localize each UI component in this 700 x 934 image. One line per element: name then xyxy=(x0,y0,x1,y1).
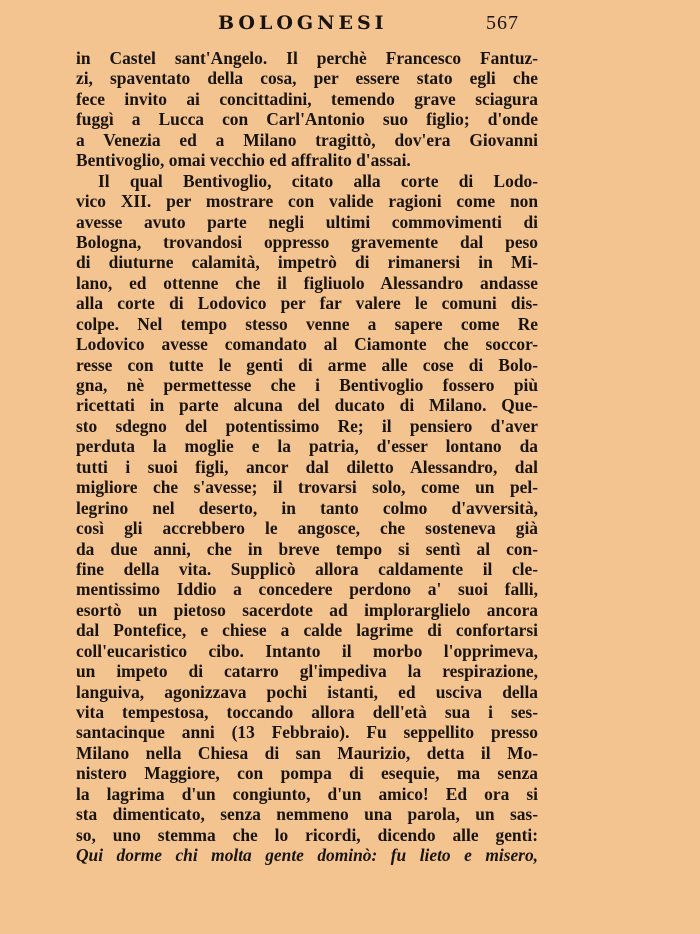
body-text xyxy=(76,48,538,866)
text-line: di diuturne calamità, impetrò di rimanersi in Mi- xyxy=(76,252,538,273)
text-line: nistero Maggiore, con pompa di esequie, ma senza xyxy=(76,763,538,784)
text-line: vico XII. per mostrare con valide ragioni come non xyxy=(76,191,538,212)
text-line: esortò un pietoso sacerdote ad implorarglielo ancora xyxy=(76,599,538,620)
text-line: coll'eucaristico cibo. Intanto il morbo l'opprimeva, xyxy=(76,640,538,661)
text-line: languiva, agonizzava pochi istanti, ed usciva della xyxy=(76,681,538,702)
text-line: fuggì a Lucca con Carl'Antonio suo figlio; d'onde xyxy=(76,109,538,130)
text-line: zi, spaventato della cosa, per essere stato egli che xyxy=(76,68,538,89)
text-line: Bentivoglio, omai vecchio ed affralito d'assai. xyxy=(76,150,411,171)
text-line: santacinque anni (13 Febbraio). Fu seppellito presso xyxy=(76,722,538,743)
page-header xyxy=(0,10,700,38)
text-line: legrino nel deserto, in tanto colmo d'avversità, xyxy=(76,497,538,518)
text-line: la lagrima d'un congiunto, d'un amico! Ed ora si xyxy=(76,783,538,804)
text-line: fece invito ai concittadini, temendo grave sciagura xyxy=(76,88,538,109)
text-line: Bologna, trovandosi oppresso gravemente dal peso xyxy=(76,231,538,252)
text-line: un impeto di catarro gl'impediva la respirazione, xyxy=(76,661,538,682)
text-line: vita tempestosa, toccando allora dell'età sua i ses- xyxy=(76,702,538,722)
text-line: migliore che s'avesse; il trovarsi solo, come un pel- xyxy=(76,477,538,498)
text-line: alla corte di Lodovico per far valere le comuni dis- xyxy=(76,293,538,314)
text-line: dal Pontefice, e chiese a calde lagrime di confortarsi xyxy=(76,620,538,641)
text-line: ricettati in parte alcuna del ducato di Milano. Que- xyxy=(76,395,538,416)
text-line: fine della vita. Supplicò allora caldamente il cle- xyxy=(76,558,538,579)
text-line: perduta la moglie e la patria, d'esser lontano da xyxy=(76,436,538,457)
text-line: così gli accrebbero le angosce, che sosteneva già xyxy=(76,518,538,539)
text-line: colpe. Nel tempo stesso venne a sapere come Re xyxy=(76,313,538,334)
text-line: in Castel sant'Angelo. Il perchè Francesco Fantuz- xyxy=(76,48,538,68)
text-line: Milano nella Chiesa di san Maurizio, detta il Mo- xyxy=(76,742,538,763)
paragraph-start-line: Il qual Bentivoglio, citato alla corte di Lodo- xyxy=(98,170,538,191)
text-line: tutti i suoi figli, ancor dal diletto Alessandro, dal xyxy=(76,456,538,477)
text-line: gna, nè permettesse che i Bentivoglio fossero più xyxy=(76,375,538,395)
text-line: resse con tutte le genti di arme alle cose di Bolo- xyxy=(76,354,538,375)
text-line: Lodovico avesse comandato al Ciamonte che soccor- xyxy=(76,334,538,355)
text-line: so, uno stemma che lo ricordi, dicendo alle genti: xyxy=(76,824,538,845)
text-line: sto sdegno del potentissimo Re; il pensiero d'aver xyxy=(76,415,538,436)
page-number: 567 xyxy=(486,12,519,34)
text-line: mentissimo Iddio a concedere perdono a' suoi falli, xyxy=(76,579,538,600)
text-line: avesse avuto parte negli ultimi commovimenti di xyxy=(76,211,538,232)
text-line: sta dimenticato, senza nemmeno una parola, un sas- xyxy=(76,804,538,825)
text-line: a Venezia ed a Milano tragittò, dov'era Giovanni xyxy=(76,129,538,150)
running-head: BOLOGNESI xyxy=(218,12,388,34)
text-line: lano, ed ottenne che il figliuolo Alessandro andasse xyxy=(76,272,538,293)
epitaph-line: Qui dorme chi molta gente dominò: fu lieto e misero, xyxy=(76,845,538,866)
text-line: da due anni, che in breve tempo si sentì al con- xyxy=(76,538,538,559)
